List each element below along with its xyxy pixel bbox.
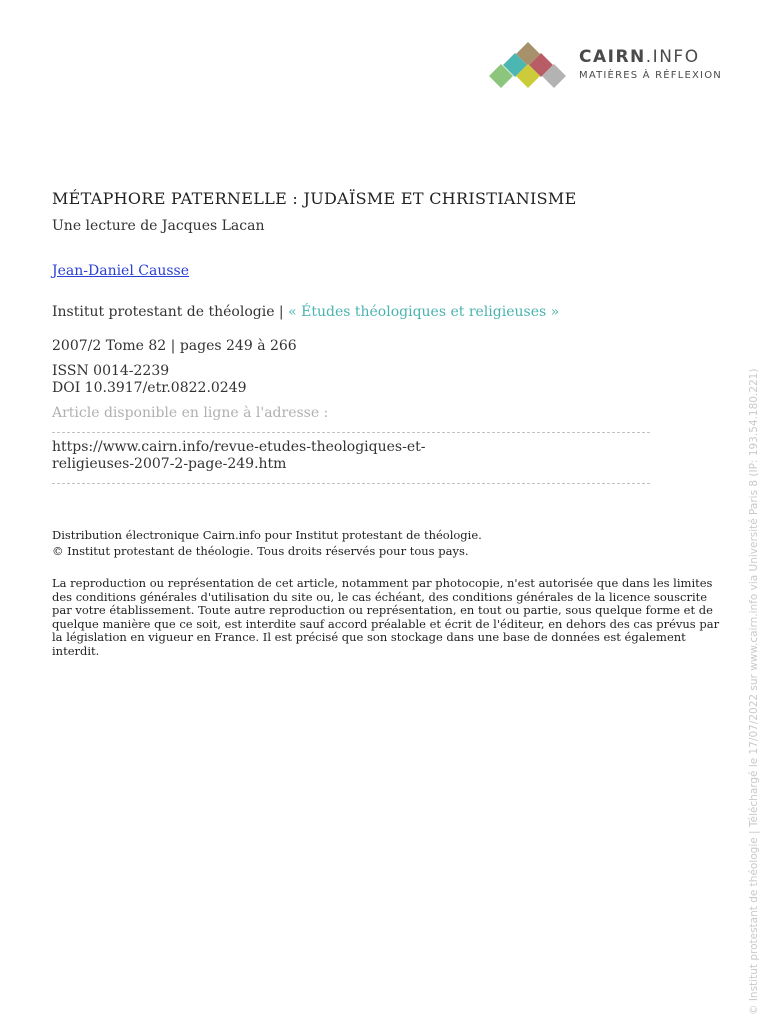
publisher-name: Institut protestant de théologie |	[52, 304, 289, 320]
issue-info: 2007/2 Tome 82 | pages 249 à 266	[52, 338, 297, 354]
publication-line	[52, 304, 559, 320]
copyright-text: © Institut protestant de théologie. Tous droits réservés pour tous pays.	[52, 544, 469, 558]
cairn-logo	[488, 42, 728, 92]
article-title: MÉTAPHORE PATERNELLE : JUDAÏSME ET CHRISTIANISME	[52, 189, 577, 208]
available-online-label: Article disponible en ligne à l'adresse :	[52, 405, 329, 421]
cairn-mosaic-icon	[488, 42, 572, 92]
distribution-notice	[52, 527, 482, 559]
divider-bottom	[52, 483, 650, 484]
author-link[interactable]: Jean-Daniel Causse	[52, 263, 189, 279]
legal-notice: La reproduction ou représentation de cet article, notamment par photocopie, n'est autorisée que dans les limites des conditions générales d'utilisation du site ou, le cas échéant, des conditions générales de la licence souscrite par votre établissement. Toute autre reproduction ou représentation, en tout ou partie, sous quelque forme et de quelque manière que ce soit, est interdite sauf accord préalable et écrit de l'éditeur, en dehors des cas prévus par la législation en vigueur en France. Il est précisé que son stockage dans une base de données est également interdit.	[52, 576, 720, 658]
article-url[interactable]: https://www.cairn.info/revue-etudes-theologiques-et-religieuses-2007-2-page-249.htm	[52, 439, 426, 472]
distribution-text: Distribution électronique Cairn.info pour Institut protestant de théologie.	[52, 528, 482, 542]
article-subtitle: Une lecture de Jacques Lacan	[52, 218, 265, 234]
doi: DOI 10.3917/etr.0822.0249	[52, 380, 247, 396]
issn: ISSN 0014-2239	[52, 363, 170, 379]
brand-tagline: MATIÈRES À RÉFLEXION	[579, 70, 722, 81]
download-watermark: © Institut protestant de théologie | Téléchargé le 17/07/2022 sur www.cairn.info via Université Paris 8 (IP: 193.54.180.221)	[748, 368, 760, 1015]
divider-top	[52, 432, 650, 433]
brand-name-main: CAIRN	[579, 47, 646, 67]
journal-link[interactable]: « Études théologiques et religieuses »	[288, 304, 560, 320]
brand-name	[579, 47, 700, 67]
brand-name-suffix: .INFO	[645, 47, 700, 67]
